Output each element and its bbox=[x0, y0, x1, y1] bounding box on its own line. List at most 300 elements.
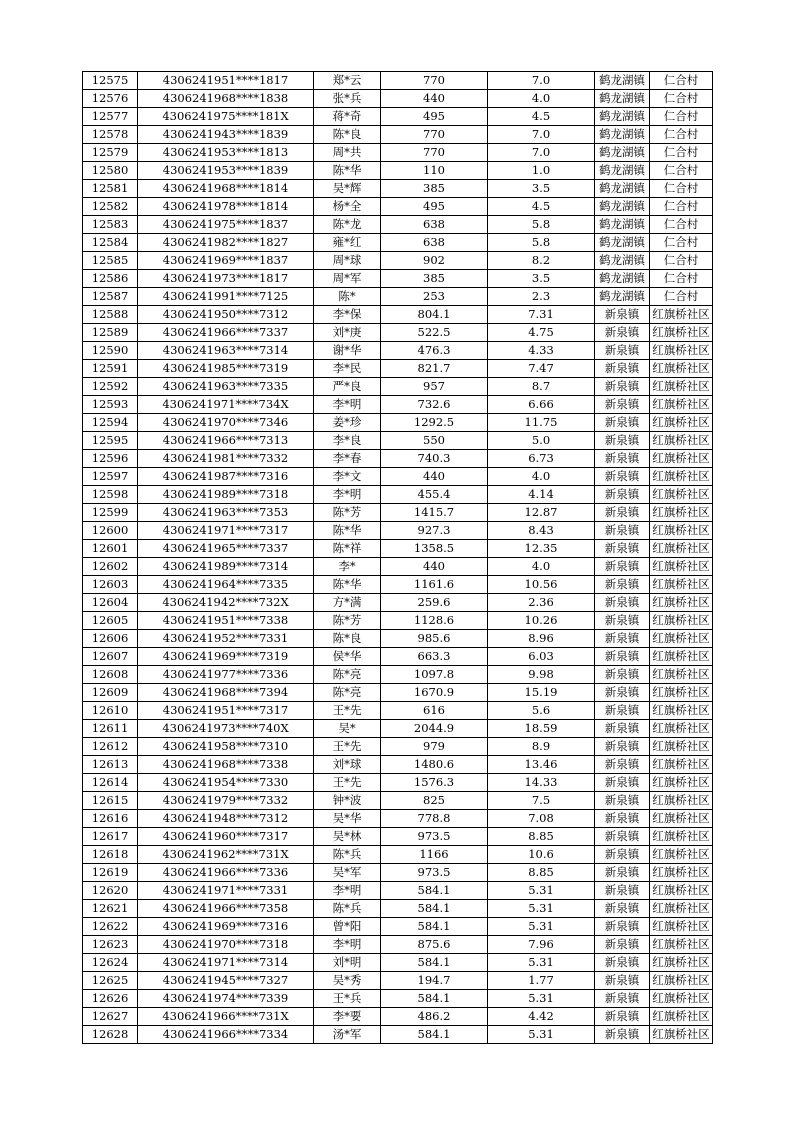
id-number-cell: 4306241953****1813 bbox=[138, 144, 314, 162]
amount-cell: 476.3 bbox=[381, 342, 488, 360]
amount-cell: 495 bbox=[381, 198, 488, 216]
person-name-cell: 陈*兵 bbox=[314, 900, 381, 918]
row-number-cell: 12628 bbox=[83, 1026, 138, 1044]
quantity-cell: 4.5 bbox=[488, 108, 595, 126]
table-row bbox=[83, 324, 713, 342]
table-row bbox=[83, 90, 713, 108]
table-row bbox=[83, 486, 713, 504]
town-cell: 鹤龙湖镇 bbox=[595, 126, 650, 144]
town-cell: 新泉镇 bbox=[595, 360, 650, 378]
row-number-cell: 12615 bbox=[83, 792, 138, 810]
village-cell: 红旗桥社区 bbox=[650, 900, 713, 918]
quantity-cell: 8.85 bbox=[488, 828, 595, 846]
person-name-cell: 李*明 bbox=[314, 486, 381, 504]
id-number-cell: 4306241975****1837 bbox=[138, 216, 314, 234]
village-cell: 红旗桥社区 bbox=[650, 684, 713, 702]
table-row bbox=[83, 720, 713, 738]
amount-cell: 1576.3 bbox=[381, 774, 488, 792]
row-number-cell: 12623 bbox=[83, 936, 138, 954]
village-cell: 红旗桥社区 bbox=[650, 1008, 713, 1026]
amount-cell: 804.1 bbox=[381, 306, 488, 324]
row-number-cell: 12590 bbox=[83, 342, 138, 360]
person-name-cell: 李*保 bbox=[314, 306, 381, 324]
id-number-cell: 4306241989****7314 bbox=[138, 558, 314, 576]
person-name-cell: 汤*军 bbox=[314, 1026, 381, 1044]
table-row bbox=[83, 252, 713, 270]
village-cell: 红旗桥社区 bbox=[650, 864, 713, 882]
amount-cell: 1358.5 bbox=[381, 540, 488, 558]
table-row bbox=[83, 576, 713, 594]
quantity-cell: 4.14 bbox=[488, 486, 595, 504]
town-cell: 鹤龙湖镇 bbox=[595, 198, 650, 216]
town-cell: 鹤龙湖镇 bbox=[595, 252, 650, 270]
quantity-cell: 4.33 bbox=[488, 342, 595, 360]
table-row bbox=[83, 846, 713, 864]
amount-cell: 985.6 bbox=[381, 630, 488, 648]
town-cell: 鹤龙湖镇 bbox=[595, 162, 650, 180]
village-cell: 红旗桥社区 bbox=[650, 504, 713, 522]
person-name-cell: 李*民 bbox=[314, 360, 381, 378]
person-name-cell: 吴*林 bbox=[314, 828, 381, 846]
town-cell: 新泉镇 bbox=[595, 558, 650, 576]
amount-cell: 1480.6 bbox=[381, 756, 488, 774]
row-number-cell: 12624 bbox=[83, 954, 138, 972]
amount-cell: 979 bbox=[381, 738, 488, 756]
id-number-cell: 4306241966****7336 bbox=[138, 864, 314, 882]
quantity-cell: 8.7 bbox=[488, 378, 595, 396]
village-cell: 红旗桥社区 bbox=[650, 828, 713, 846]
id-number-cell: 4306241981****7332 bbox=[138, 450, 314, 468]
person-name-cell: 谢*华 bbox=[314, 342, 381, 360]
town-cell: 新泉镇 bbox=[595, 1008, 650, 1026]
quantity-cell: 4.0 bbox=[488, 90, 595, 108]
table-row bbox=[83, 450, 713, 468]
id-number-cell: 4306241970****7346 bbox=[138, 414, 314, 432]
town-cell: 新泉镇 bbox=[595, 522, 650, 540]
row-number-cell: 12619 bbox=[83, 864, 138, 882]
row-number-cell: 12593 bbox=[83, 396, 138, 414]
town-cell: 鹤龙湖镇 bbox=[595, 90, 650, 108]
person-name-cell: 严*良 bbox=[314, 378, 381, 396]
town-cell: 新泉镇 bbox=[595, 918, 650, 936]
person-name-cell: 陈*祥 bbox=[314, 540, 381, 558]
amount-cell: 584.1 bbox=[381, 990, 488, 1008]
village-cell: 红旗桥社区 bbox=[650, 1026, 713, 1044]
quantity-cell: 8.2 bbox=[488, 252, 595, 270]
town-cell: 新泉镇 bbox=[595, 1026, 650, 1044]
quantity-cell: 2.3 bbox=[488, 288, 595, 306]
id-number-cell: 4306241968****1838 bbox=[138, 90, 314, 108]
table-row bbox=[83, 738, 713, 756]
amount-cell: 584.1 bbox=[381, 900, 488, 918]
person-name-cell: 李* bbox=[314, 558, 381, 576]
amount-cell: 973.5 bbox=[381, 828, 488, 846]
town-cell: 新泉镇 bbox=[595, 486, 650, 504]
records-table bbox=[82, 71, 713, 1044]
row-number-cell: 12602 bbox=[83, 558, 138, 576]
village-cell: 红旗桥社区 bbox=[650, 468, 713, 486]
person-name-cell: 陈*良 bbox=[314, 126, 381, 144]
id-number-cell: 4306241970****7318 bbox=[138, 936, 314, 954]
quantity-cell: 7.47 bbox=[488, 360, 595, 378]
town-cell: 鹤龙湖镇 bbox=[595, 234, 650, 252]
person-name-cell: 吴*华 bbox=[314, 810, 381, 828]
amount-cell: 522.5 bbox=[381, 324, 488, 342]
id-number-cell: 4306241969****1837 bbox=[138, 252, 314, 270]
person-name-cell: 张*兵 bbox=[314, 90, 381, 108]
village-cell: 红旗桥社区 bbox=[650, 972, 713, 990]
id-number-cell: 4306241960****7317 bbox=[138, 828, 314, 846]
town-cell: 新泉镇 bbox=[595, 630, 650, 648]
quantity-cell: 2.36 bbox=[488, 594, 595, 612]
town-cell: 新泉镇 bbox=[595, 432, 650, 450]
quantity-cell: 10.6 bbox=[488, 846, 595, 864]
row-number-cell: 12583 bbox=[83, 216, 138, 234]
village-cell: 仁合村 bbox=[650, 144, 713, 162]
row-number-cell: 12584 bbox=[83, 234, 138, 252]
amount-cell: 1292.5 bbox=[381, 414, 488, 432]
table-row bbox=[83, 144, 713, 162]
amount-cell: 1166 bbox=[381, 846, 488, 864]
id-number-cell: 4306241975****181X bbox=[138, 108, 314, 126]
amount-cell: 259.6 bbox=[381, 594, 488, 612]
id-number-cell: 4306241977****7336 bbox=[138, 666, 314, 684]
id-number-cell: 4306241974****7339 bbox=[138, 990, 314, 1008]
town-cell: 新泉镇 bbox=[595, 900, 650, 918]
table-row bbox=[83, 72, 713, 90]
table-row bbox=[83, 918, 713, 936]
table-row bbox=[83, 198, 713, 216]
quantity-cell: 18.59 bbox=[488, 720, 595, 738]
person-name-cell: 陈*芳 bbox=[314, 612, 381, 630]
amount-cell: 584.1 bbox=[381, 954, 488, 972]
village-cell: 红旗桥社区 bbox=[650, 522, 713, 540]
id-number-cell: 4306241966****7337 bbox=[138, 324, 314, 342]
quantity-cell: 7.0 bbox=[488, 144, 595, 162]
amount-cell: 110 bbox=[381, 162, 488, 180]
person-name-cell: 李*春 bbox=[314, 450, 381, 468]
id-number-cell: 4306241973****740X bbox=[138, 720, 314, 738]
id-number-cell: 4306241989****7318 bbox=[138, 486, 314, 504]
person-name-cell: 侯*华 bbox=[314, 648, 381, 666]
quantity-cell: 4.42 bbox=[488, 1008, 595, 1026]
amount-cell: 638 bbox=[381, 216, 488, 234]
village-cell: 红旗桥社区 bbox=[650, 756, 713, 774]
amount-cell: 875.6 bbox=[381, 936, 488, 954]
quantity-cell: 8.43 bbox=[488, 522, 595, 540]
person-name-cell: 李*良 bbox=[314, 432, 381, 450]
quantity-cell: 6.66 bbox=[488, 396, 595, 414]
village-cell: 红旗桥社区 bbox=[650, 396, 713, 414]
person-name-cell: 李*文 bbox=[314, 468, 381, 486]
town-cell: 鹤龙湖镇 bbox=[595, 144, 650, 162]
person-name-cell: 刘*明 bbox=[314, 954, 381, 972]
amount-cell: 440 bbox=[381, 90, 488, 108]
person-name-cell: 陈*华 bbox=[314, 162, 381, 180]
table-row bbox=[83, 972, 713, 990]
row-number-cell: 12609 bbox=[83, 684, 138, 702]
village-cell: 红旗桥社区 bbox=[650, 774, 713, 792]
id-number-cell: 4306241951****1817 bbox=[138, 72, 314, 90]
quantity-cell: 8.9 bbox=[488, 738, 595, 756]
id-number-cell: 4306241979****7332 bbox=[138, 792, 314, 810]
town-cell: 新泉镇 bbox=[595, 936, 650, 954]
quantity-cell: 10.56 bbox=[488, 576, 595, 594]
row-number-cell: 12603 bbox=[83, 576, 138, 594]
amount-cell: 770 bbox=[381, 144, 488, 162]
row-number-cell: 12595 bbox=[83, 432, 138, 450]
person-name-cell: 周*军 bbox=[314, 270, 381, 288]
person-name-cell: 陈*亮 bbox=[314, 684, 381, 702]
town-cell: 新泉镇 bbox=[595, 882, 650, 900]
table-row bbox=[83, 900, 713, 918]
person-name-cell: 钟*波 bbox=[314, 792, 381, 810]
row-number-cell: 12616 bbox=[83, 810, 138, 828]
town-cell: 新泉镇 bbox=[595, 468, 650, 486]
person-name-cell: 姜*珍 bbox=[314, 414, 381, 432]
table-row bbox=[83, 594, 713, 612]
row-number-cell: 12611 bbox=[83, 720, 138, 738]
row-number-cell: 12576 bbox=[83, 90, 138, 108]
town-cell: 新泉镇 bbox=[595, 828, 650, 846]
table-row bbox=[83, 1008, 713, 1026]
id-number-cell: 4306241987****7316 bbox=[138, 468, 314, 486]
amount-cell: 740.3 bbox=[381, 450, 488, 468]
village-cell: 红旗桥社区 bbox=[650, 954, 713, 972]
person-name-cell: 李*明 bbox=[314, 882, 381, 900]
person-name-cell: 吴*辉 bbox=[314, 180, 381, 198]
town-cell: 新泉镇 bbox=[595, 846, 650, 864]
amount-cell: 778.8 bbox=[381, 810, 488, 828]
row-number-cell: 12621 bbox=[83, 900, 138, 918]
table-row bbox=[83, 396, 713, 414]
person-name-cell: 王*兵 bbox=[314, 990, 381, 1008]
table-row bbox=[83, 126, 713, 144]
table-row bbox=[83, 270, 713, 288]
table-row bbox=[83, 234, 713, 252]
amount-cell: 1097.8 bbox=[381, 666, 488, 684]
quantity-cell: 5.8 bbox=[488, 216, 595, 234]
id-number-cell: 4306241968****1814 bbox=[138, 180, 314, 198]
row-number-cell: 12592 bbox=[83, 378, 138, 396]
row-number-cell: 12612 bbox=[83, 738, 138, 756]
id-number-cell: 4306241966****7358 bbox=[138, 900, 314, 918]
quantity-cell: 7.0 bbox=[488, 72, 595, 90]
quantity-cell: 1.0 bbox=[488, 162, 595, 180]
village-cell: 红旗桥社区 bbox=[650, 378, 713, 396]
table-row bbox=[83, 792, 713, 810]
amount-cell: 1161.6 bbox=[381, 576, 488, 594]
quantity-cell: 7.08 bbox=[488, 810, 595, 828]
id-number-cell: 4306241963****7335 bbox=[138, 378, 314, 396]
table-row bbox=[83, 162, 713, 180]
village-cell: 红旗桥社区 bbox=[650, 594, 713, 612]
person-name-cell: 雍*红 bbox=[314, 234, 381, 252]
person-name-cell: 陈*华 bbox=[314, 522, 381, 540]
table-row bbox=[83, 540, 713, 558]
id-number-cell: 4306241964****7335 bbox=[138, 576, 314, 594]
person-name-cell: 吴*秀 bbox=[314, 972, 381, 990]
town-cell: 新泉镇 bbox=[595, 306, 650, 324]
village-cell: 红旗桥社区 bbox=[650, 414, 713, 432]
row-number-cell: 12618 bbox=[83, 846, 138, 864]
records-table-body bbox=[83, 72, 713, 1044]
person-name-cell: 刘*球 bbox=[314, 756, 381, 774]
village-cell: 红旗桥社区 bbox=[650, 450, 713, 468]
row-number-cell: 12626 bbox=[83, 990, 138, 1008]
amount-cell: 486.2 bbox=[381, 1008, 488, 1026]
amount-cell: 957 bbox=[381, 378, 488, 396]
town-cell: 新泉镇 bbox=[595, 720, 650, 738]
town-cell: 新泉镇 bbox=[595, 684, 650, 702]
id-number-cell: 4306241943****1839 bbox=[138, 126, 314, 144]
row-number-cell: 12606 bbox=[83, 630, 138, 648]
amount-cell: 385 bbox=[381, 270, 488, 288]
row-number-cell: 12586 bbox=[83, 270, 138, 288]
table-row bbox=[83, 180, 713, 198]
table-row bbox=[83, 414, 713, 432]
village-cell: 仁合村 bbox=[650, 288, 713, 306]
table-row bbox=[83, 756, 713, 774]
amount-cell: 440 bbox=[381, 558, 488, 576]
village-cell: 仁合村 bbox=[650, 162, 713, 180]
town-cell: 新泉镇 bbox=[595, 648, 650, 666]
town-cell: 鹤龙湖镇 bbox=[595, 72, 650, 90]
amount-cell: 2044.9 bbox=[381, 720, 488, 738]
id-number-cell: 4306241973****1817 bbox=[138, 270, 314, 288]
id-number-cell: 4306241951****7317 bbox=[138, 702, 314, 720]
village-cell: 仁合村 bbox=[650, 90, 713, 108]
village-cell: 仁合村 bbox=[650, 270, 713, 288]
table-row bbox=[83, 648, 713, 666]
village-cell: 红旗桥社区 bbox=[650, 360, 713, 378]
village-cell: 仁合村 bbox=[650, 216, 713, 234]
person-name-cell: 李*要 bbox=[314, 1008, 381, 1026]
village-cell: 红旗桥社区 bbox=[650, 990, 713, 1008]
id-number-cell: 4306241962****731X bbox=[138, 846, 314, 864]
village-cell: 红旗桥社区 bbox=[650, 648, 713, 666]
quantity-cell: 7.96 bbox=[488, 936, 595, 954]
row-number-cell: 12596 bbox=[83, 450, 138, 468]
amount-cell: 253 bbox=[381, 288, 488, 306]
table-row bbox=[83, 468, 713, 486]
town-cell: 新泉镇 bbox=[595, 540, 650, 558]
quantity-cell: 15.19 bbox=[488, 684, 595, 702]
row-number-cell: 12587 bbox=[83, 288, 138, 306]
village-cell: 红旗桥社区 bbox=[650, 558, 713, 576]
town-cell: 新泉镇 bbox=[595, 396, 650, 414]
village-cell: 红旗桥社区 bbox=[650, 324, 713, 342]
table-row bbox=[83, 522, 713, 540]
row-number-cell: 12577 bbox=[83, 108, 138, 126]
row-number-cell: 12608 bbox=[83, 666, 138, 684]
town-cell: 鹤龙湖镇 bbox=[595, 288, 650, 306]
amount-cell: 770 bbox=[381, 72, 488, 90]
table-row bbox=[83, 774, 713, 792]
row-number-cell: 12597 bbox=[83, 468, 138, 486]
id-number-cell: 4306241971****7331 bbox=[138, 882, 314, 900]
amount-cell: 550 bbox=[381, 432, 488, 450]
row-number-cell: 12579 bbox=[83, 144, 138, 162]
row-number-cell: 12620 bbox=[83, 882, 138, 900]
village-cell: 红旗桥社区 bbox=[650, 540, 713, 558]
town-cell: 新泉镇 bbox=[595, 504, 650, 522]
town-cell: 新泉镇 bbox=[595, 954, 650, 972]
row-number-cell: 12622 bbox=[83, 918, 138, 936]
id-number-cell: 4306241968****7394 bbox=[138, 684, 314, 702]
id-number-cell: 4306241978****1814 bbox=[138, 198, 314, 216]
id-number-cell: 4306241971****734X bbox=[138, 396, 314, 414]
quantity-cell: 8.85 bbox=[488, 864, 595, 882]
town-cell: 新泉镇 bbox=[595, 990, 650, 1008]
id-number-cell: 4306241950****7312 bbox=[138, 306, 314, 324]
row-number-cell: 12614 bbox=[83, 774, 138, 792]
table-row bbox=[83, 306, 713, 324]
quantity-cell: 5.6 bbox=[488, 702, 595, 720]
id-number-cell: 4306241982****1827 bbox=[138, 234, 314, 252]
table-row bbox=[83, 954, 713, 972]
person-name-cell: 陈*亮 bbox=[314, 666, 381, 684]
row-number-cell: 12625 bbox=[83, 972, 138, 990]
id-number-cell: 4306241991****7125 bbox=[138, 288, 314, 306]
village-cell: 红旗桥社区 bbox=[650, 810, 713, 828]
person-name-cell: 郑*云 bbox=[314, 72, 381, 90]
amount-cell: 584.1 bbox=[381, 882, 488, 900]
quantity-cell: 9.98 bbox=[488, 666, 595, 684]
table-row bbox=[83, 828, 713, 846]
id-number-cell: 4306241958****7310 bbox=[138, 738, 314, 756]
table-row bbox=[83, 432, 713, 450]
person-name-cell: 李*明 bbox=[314, 396, 381, 414]
town-cell: 新泉镇 bbox=[595, 792, 650, 810]
row-number-cell: 12613 bbox=[83, 756, 138, 774]
row-number-cell: 12582 bbox=[83, 198, 138, 216]
id-number-cell: 4306241969****7319 bbox=[138, 648, 314, 666]
person-name-cell: 蒋*奇 bbox=[314, 108, 381, 126]
table-row bbox=[83, 558, 713, 576]
town-cell: 新泉镇 bbox=[595, 756, 650, 774]
quantity-cell: 10.26 bbox=[488, 612, 595, 630]
table-row bbox=[83, 504, 713, 522]
table-row bbox=[83, 702, 713, 720]
table-row bbox=[83, 810, 713, 828]
amount-cell: 638 bbox=[381, 234, 488, 252]
town-cell: 新泉镇 bbox=[595, 378, 650, 396]
amount-cell: 584.1 bbox=[381, 918, 488, 936]
id-number-cell: 4306241968****7338 bbox=[138, 756, 314, 774]
row-number-cell: 12601 bbox=[83, 540, 138, 558]
id-number-cell: 4306241963****7353 bbox=[138, 504, 314, 522]
id-number-cell: 4306241951****7338 bbox=[138, 612, 314, 630]
person-name-cell: 刘*庚 bbox=[314, 324, 381, 342]
id-number-cell: 4306241965****7337 bbox=[138, 540, 314, 558]
person-name-cell: 周*球 bbox=[314, 252, 381, 270]
village-cell: 红旗桥社区 bbox=[650, 576, 713, 594]
quantity-cell: 8.96 bbox=[488, 630, 595, 648]
quantity-cell: 5.31 bbox=[488, 882, 595, 900]
quantity-cell: 1.77 bbox=[488, 972, 595, 990]
person-name-cell: 王*先 bbox=[314, 774, 381, 792]
id-number-cell: 4306241952****7331 bbox=[138, 630, 314, 648]
quantity-cell: 5.31 bbox=[488, 954, 595, 972]
person-name-cell: 吴*军 bbox=[314, 864, 381, 882]
amount-cell: 1670.9 bbox=[381, 684, 488, 702]
quantity-cell: 5.31 bbox=[488, 1026, 595, 1044]
village-cell: 红旗桥社区 bbox=[650, 666, 713, 684]
person-name-cell: 陈*兵 bbox=[314, 846, 381, 864]
amount-cell: 770 bbox=[381, 126, 488, 144]
row-number-cell: 12598 bbox=[83, 486, 138, 504]
